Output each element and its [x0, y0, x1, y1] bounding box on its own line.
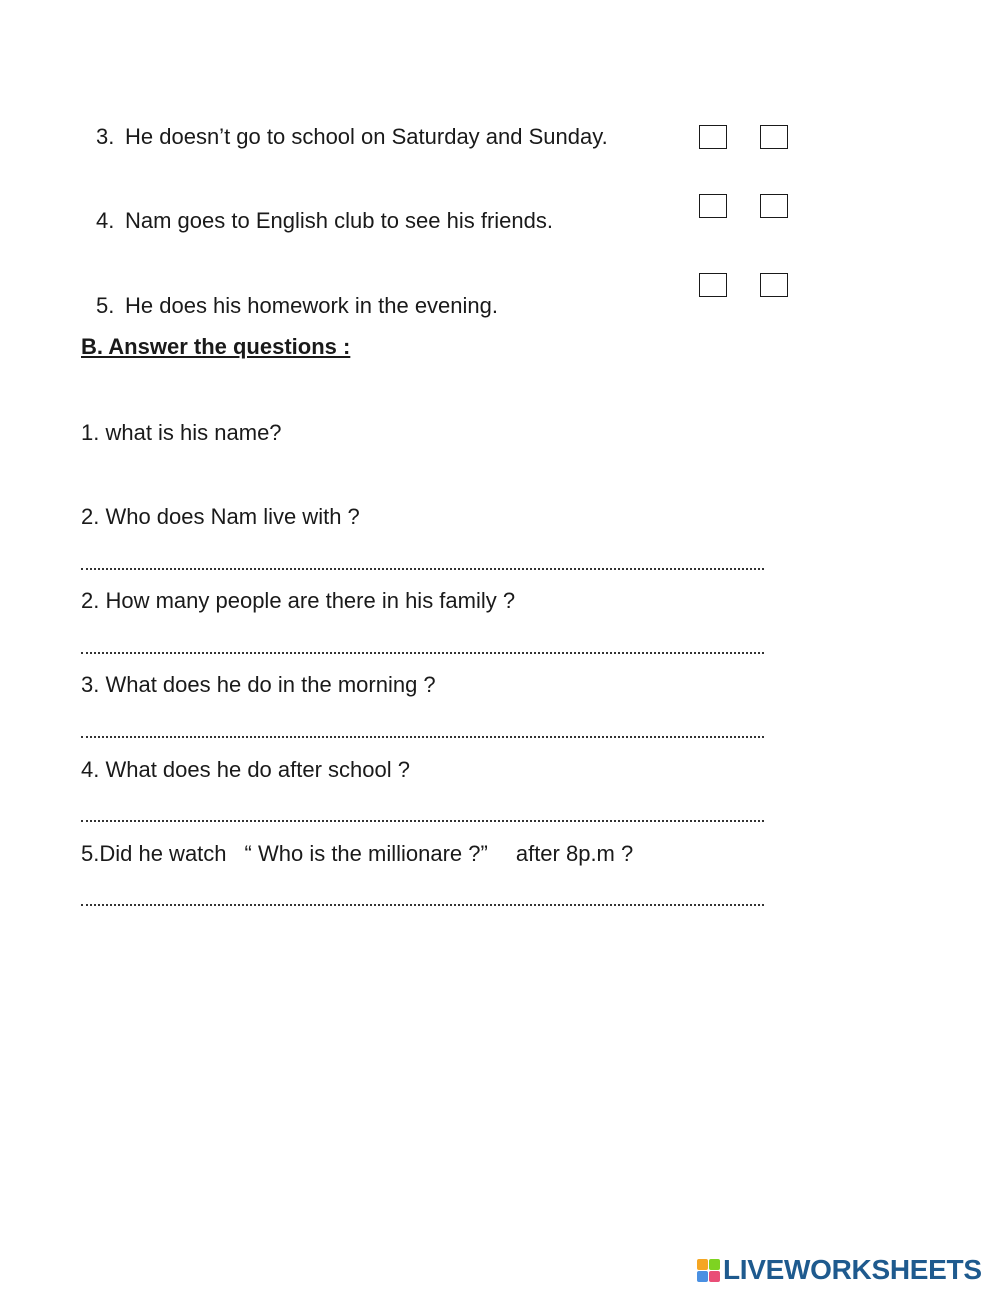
liveworksheets-logo [697, 1254, 982, 1286]
tf-text: Nam goes to English club to see his friends. [125, 208, 554, 233]
tf-text: He doesn’t go to school on Saturday and Sunday. [125, 124, 608, 149]
false-checkbox-5[interactable] [760, 273, 788, 297]
question-5-tv [81, 841, 633, 867]
tf-statement-4 [96, 208, 553, 234]
true-checkbox-4[interactable] [699, 194, 727, 218]
answer-line-5[interactable] [81, 896, 764, 906]
question-2-family-size: 2. How many people are there in his family ? [81, 588, 516, 613]
question-3-morning: 3. What does he do in the morning ? [81, 672, 436, 697]
section-b-heading: B. Answer the questions : [81, 334, 351, 359]
logo-mark-icon [697, 1259, 720, 1282]
true-checkbox-3[interactable] [699, 125, 727, 149]
logo-square-blue [697, 1271, 708, 1282]
tf-number: 5. [96, 293, 115, 318]
q5-part-3: after 8p.m ? [515, 841, 634, 866]
tf-statement-5 [96, 293, 498, 319]
logo-square-green [709, 1259, 720, 1270]
answer-line-3[interactable] [81, 728, 764, 738]
question-4-after-school: 4. What does he do after school ? [81, 757, 410, 782]
true-checkbox-5[interactable] [699, 273, 727, 297]
answer-line-4[interactable] [81, 812, 764, 822]
tf-number: 4. [96, 208, 115, 233]
logo-square-pink [709, 1271, 720, 1282]
tf-text: He does his homework in the evening. [125, 293, 498, 318]
answer-line-1[interactable] [81, 560, 764, 570]
logo-square-orange [697, 1259, 708, 1270]
question-2-live-with: 2. Who does Nam live with ? [81, 504, 360, 529]
answer-line-2[interactable] [81, 644, 764, 654]
false-checkbox-3[interactable] [760, 125, 788, 149]
false-checkbox-4[interactable] [760, 194, 788, 218]
tf-statement-3 [96, 124, 608, 150]
logo-text: LIVEWORKSHEETS [723, 1254, 982, 1285]
q5-part-1: 5.Did he watch [81, 841, 227, 866]
q5-part-2: “ Who is the millionare ?” [244, 841, 488, 866]
question-1: 1. what is his name? [81, 420, 282, 445]
tf-number: 3. [96, 124, 115, 149]
